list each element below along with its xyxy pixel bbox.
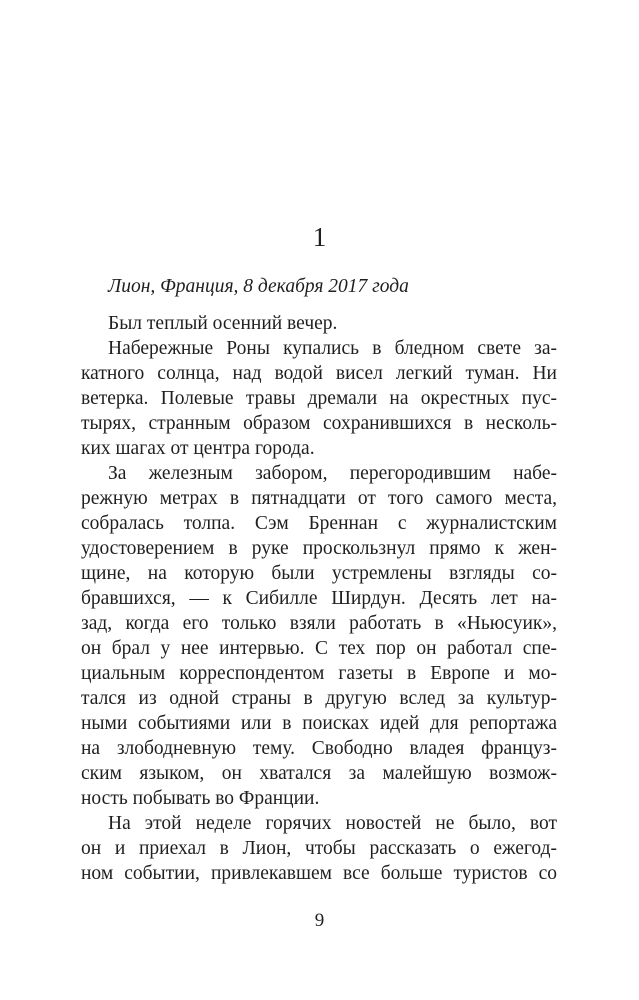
text-line: ном событии, привлекавшем все больше туристов со xyxy=(81,863,557,884)
body-text xyxy=(0,311,639,886)
text-line: на злободневную тему. Свободно владея француз- xyxy=(81,738,557,759)
text-line: ветерка. Полевые травы дремали на окрестных пус- xyxy=(81,388,557,409)
text-line: собралась толпа. Сэм Бреннан с журналистским xyxy=(81,513,557,534)
text-line: тырях, странным образом сохранившихся в несколь- xyxy=(81,413,557,434)
text-line: катного солнца, над водой висел легкий туман. Ни xyxy=(81,363,557,384)
text-line: Был теплый осенний вечер. xyxy=(108,313,338,334)
paragraph xyxy=(81,336,557,461)
text-line: Набережные Роны купались в бледном свете за- xyxy=(108,338,557,359)
dateline: Лион, Франция, 8 декабря 2017 года xyxy=(108,276,409,297)
text-line: бравшихся, — к Сибилле Ширдун. Десять лет на- xyxy=(81,588,557,609)
paragraph xyxy=(81,311,557,336)
text-line: ких шагах от центра города. xyxy=(81,438,315,459)
text-line: режную метрах в пятнадцати от того самого места, xyxy=(81,488,557,509)
text-line: зад, когда его только взяли работать в «Ньюсуик», xyxy=(81,613,557,634)
text-line: он брал у нее интервью. С тех пор он работал спе- xyxy=(81,638,557,659)
chapter-number: 1 xyxy=(312,222,327,252)
text-line: На этой неделе горячих новостей не было, вот xyxy=(108,813,557,834)
text-line: циальным корреспондентом газеты в Европе и мо- xyxy=(81,663,557,684)
text-line: щине, на которую были устремлены взгляды со- xyxy=(81,563,557,584)
paragraph xyxy=(81,811,557,886)
text-line: он и приехал в Лион, чтобы рассказать о ежегод- xyxy=(81,838,557,859)
text-line: тался из одной страны в другую вслед за культур- xyxy=(81,688,557,709)
paragraph xyxy=(81,461,557,811)
text-line: ность побывать во Франции. xyxy=(81,788,320,809)
text-line: удостоверением в руке проскользнул прямо к жен- xyxy=(81,538,557,559)
text-line: ским языком, он хватался за малейшую возмож- xyxy=(81,763,557,784)
page-number: 9 xyxy=(314,910,325,931)
text-line: За железным забором, перегородившим набе- xyxy=(108,463,557,484)
text-line: ными событиями или в поисках идей для репортажа xyxy=(81,713,557,734)
